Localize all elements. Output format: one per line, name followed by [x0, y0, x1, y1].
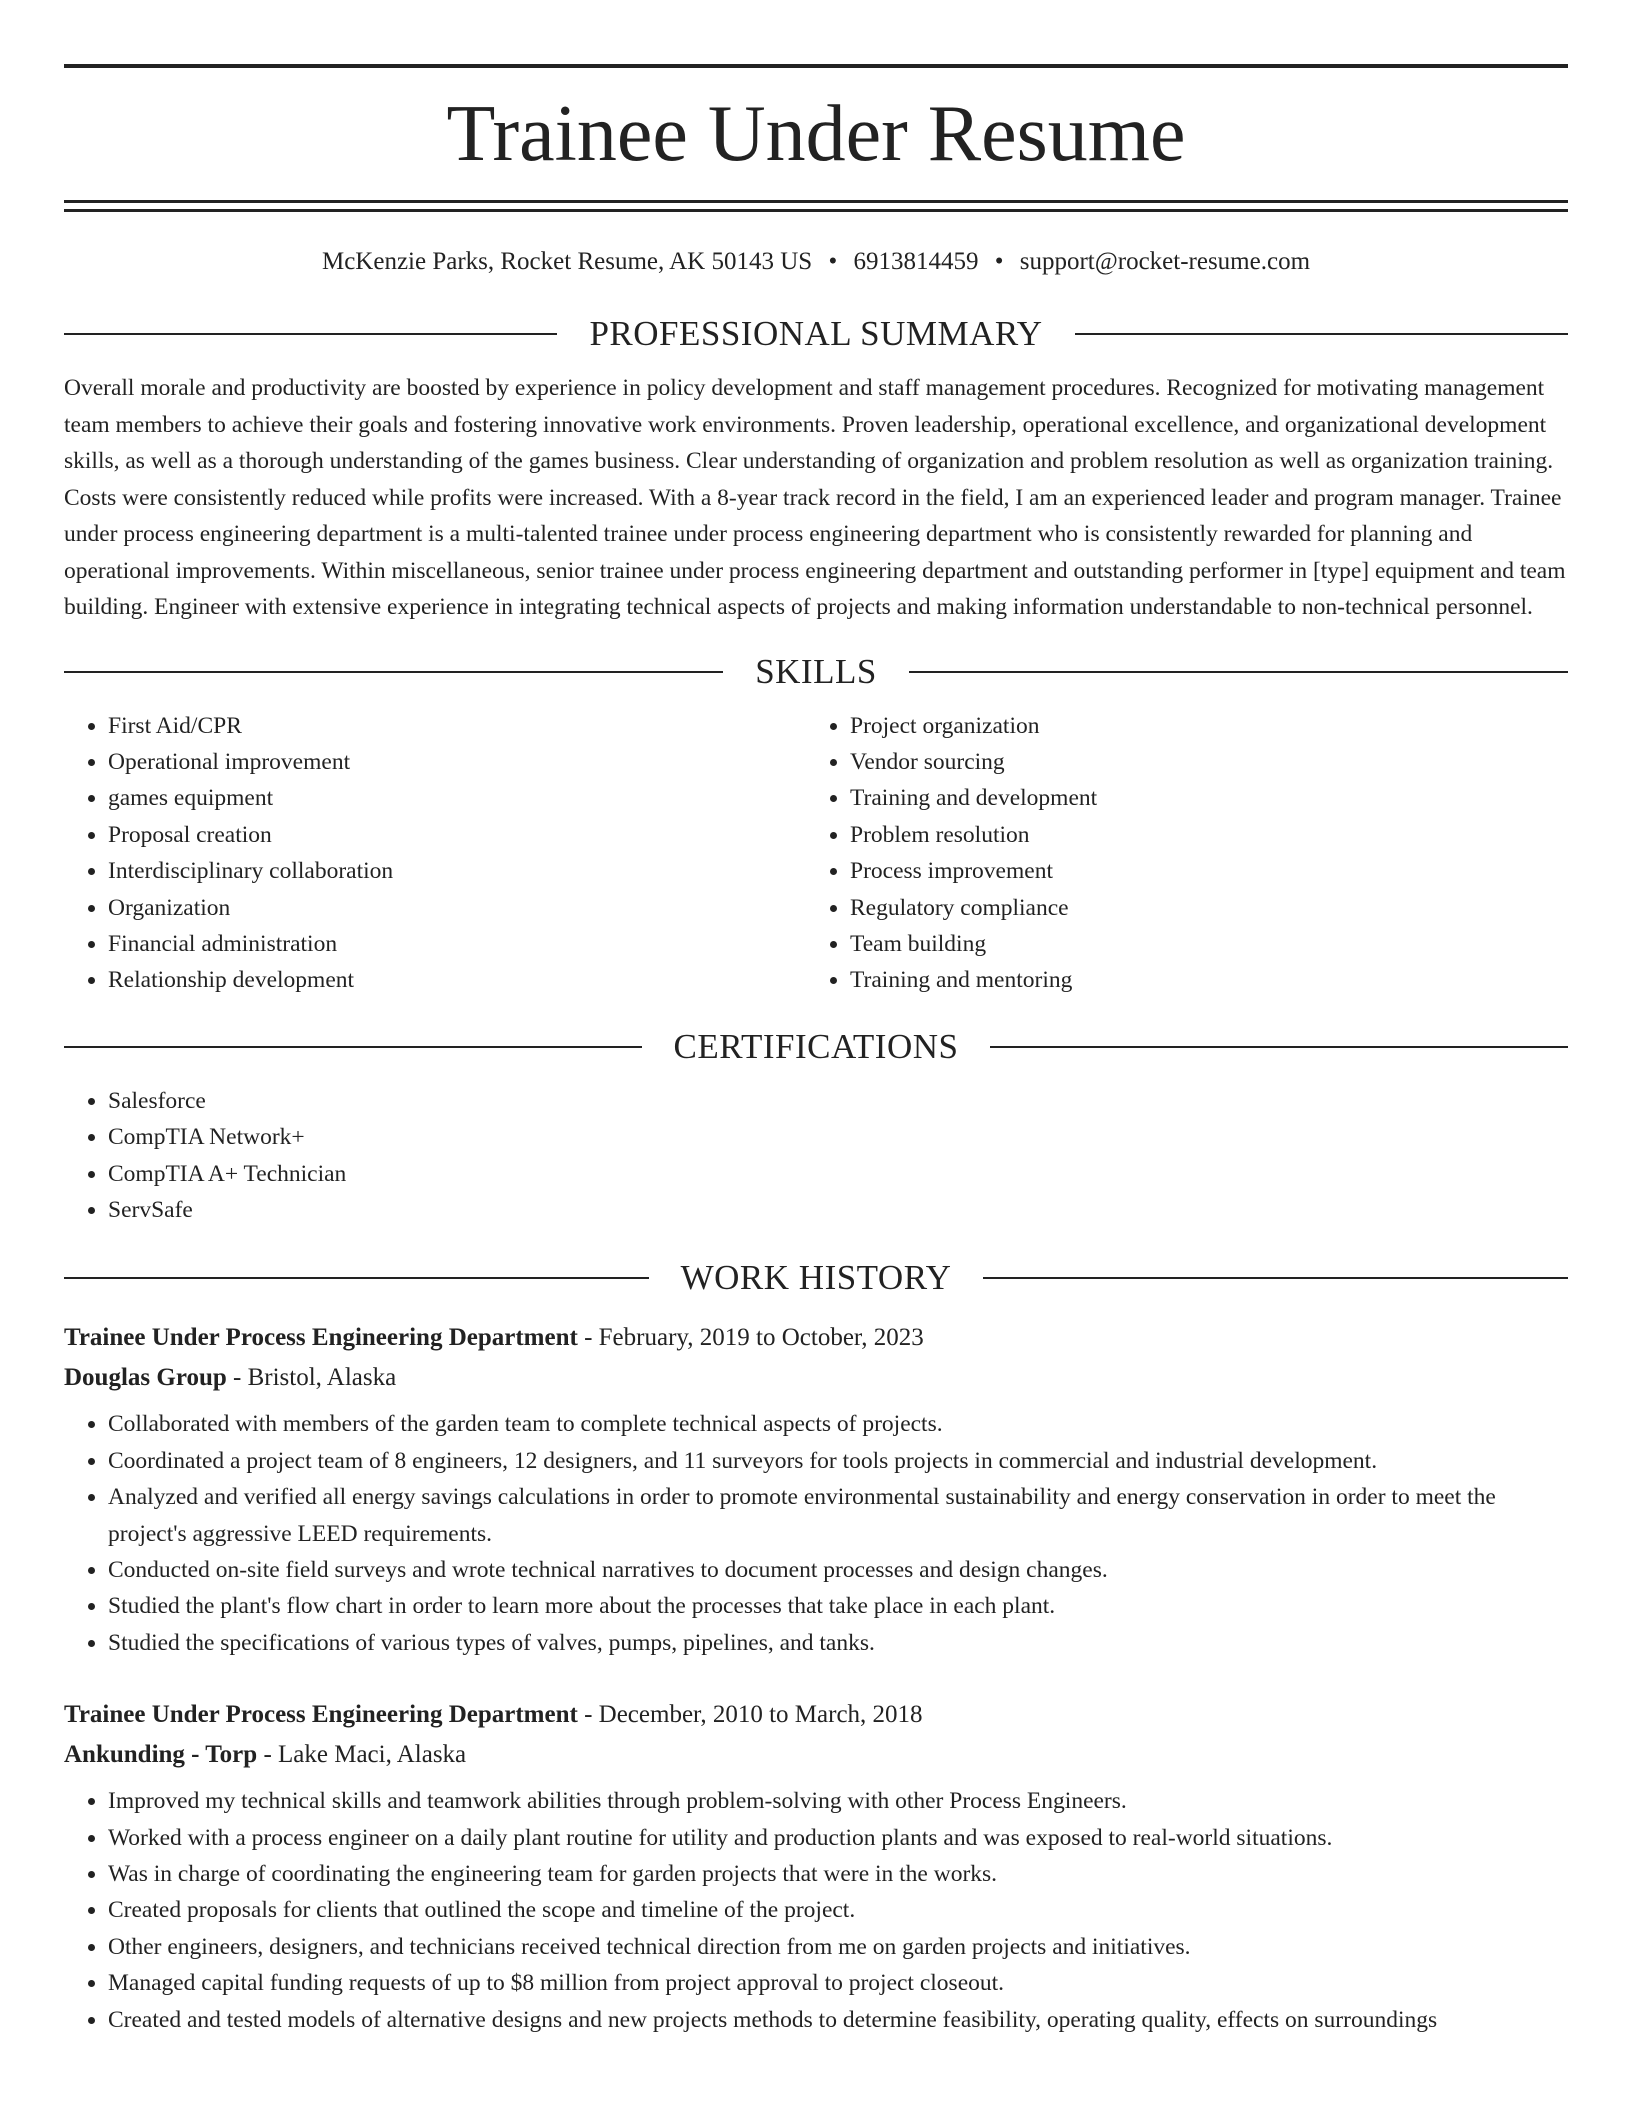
job-bullets — [64, 1783, 1568, 2038]
list-item: • Managed capital funding requests of up to $8 million from project approval to project closeout. — [108, 1965, 1568, 2001]
list-item: • Process improvement — [850, 853, 1548, 889]
skills-list-left — [64, 708, 806, 999]
list-item: • Other engineers, designers, and technicians received technical direction from me on garden projects and initiatives. — [108, 1929, 1568, 1965]
list-item: • Problem resolution — [850, 817, 1548, 853]
list-item: • First Aid/CPR — [108, 708, 806, 744]
certifications-list — [64, 1083, 1568, 1229]
summary-text: Overall morale and productivity are boosted by experience in policy development and staff management procedures. Recognized for motivating management team members to achieve their goals and fostering innovative work environments. Proven leadership, operational excellence, and organizational development skills, as well as a thorough understanding of the games business. Clear understanding of organization and problem resolution as well as organization training. Costs were consistently reduced while profits were increased. With a 8-year track record in the field, I am an experienced leader and program manager. Trainee under process engineering department is a multi-talented trainee under process engineering department who is consistently rewarded for planning and operational improvements. Within miscellaneous, senior trainee under process engineering department and outstanding performer in [type] equipment and team building. Engineer with extensive experience in integrating technical aspects of projects and making information understandable to non-technical personnel. — [64, 375, 1566, 620]
list-item: • Training and development — [850, 780, 1548, 816]
job-title-line: Trainee Under Process Engineering Department - December, 2010 to March, 2018 — [64, 1701, 923, 1729]
contact-line — [64, 244, 1568, 280]
list-item: • Relationship development — [108, 962, 806, 998]
list-item: • Worked with a process engineer on a daily plant routine for utility and production plants and was exposed to real-world situations. — [108, 1820, 1568, 1856]
list-item: • Was in charge of coordinating the engineering team for garden projects that were in the works. — [108, 1856, 1568, 1892]
certifications-section-heading — [64, 1023, 1568, 1071]
contact-address: McKenzie Parks, Rocket Resume, AK 50143 US — [321, 248, 813, 275]
job-title-line: Trainee Under Process Engineering Department - February, 2019 to October, 2023 — [64, 1324, 924, 1352]
job-title: Trainee Under Process Engineering Department — [64, 1324, 578, 1352]
heading-rule-left — [64, 1046, 642, 1048]
list-item: • CompTIA A+ Technician — [108, 1156, 1568, 1192]
list-item: • Improved my technical skills and teamwork abilities through problem-solving with other Process Engineers. — [108, 1783, 1568, 1819]
list-item: • Proposal creation — [108, 817, 806, 853]
list-item: • Financial administration — [108, 926, 806, 962]
list-item: • Analyzed and verified all energy savings calculations in order to promote environmental sustainability and energy conservation in order to meet the project's aggressive LEED requirements. — [108, 1479, 1568, 1552]
list-item: • Regulatory compliance — [850, 890, 1548, 926]
job-dates: December, 2010 to March, 2018 — [598, 1701, 923, 1729]
job-entry — [64, 1695, 1568, 2038]
heading-rule-left — [64, 671, 723, 673]
skills-grid — [64, 702, 1568, 999]
list-item: • Created and tested models of alternative designs and new projects methods to determine feasibility, operating quality, effects on surroundings — [108, 2002, 1568, 2038]
header-top-rule — [64, 64, 1568, 68]
header-double-rule-lower — [64, 209, 1568, 212]
list-item: • Created proposals for clients that outlined the scope and timeline of the project. — [108, 1892, 1568, 1928]
list-item: • Vendor sourcing — [850, 744, 1548, 780]
job-entry — [64, 1318, 1568, 1661]
list-item: • CompTIA Network+ — [108, 1119, 1568, 1155]
job-title: Trainee Under Process Engineering Department — [64, 1701, 578, 1729]
heading-rule-right — [990, 1046, 1568, 1048]
list-item: • Studied the plant's flow chart in order to learn more about the processes that take place in each plant. — [108, 1588, 1568, 1624]
contact-separator: • — [994, 248, 1004, 275]
list-item: • Collaborated with members of the garden team to complete technical aspects of projects. — [108, 1406, 1568, 1442]
skills-heading-label: SKILLS — [755, 651, 877, 691]
work-history-heading-label: WORK HISTORY — [680, 1258, 952, 1298]
heading-rule-right — [1075, 333, 1568, 335]
list-item: • Team building — [850, 926, 1548, 962]
contact-email: support@rocket-resume.com — [1019, 248, 1311, 275]
skills-column-right — [806, 702, 1548, 999]
job-dates: February, 2019 to October, 2023 — [598, 1324, 924, 1352]
list-item: • Operational improvement — [108, 744, 806, 780]
list-item: • Coordinated a project team of 8 engineers, 12 designers, and 11 surveyors for tools projects in commercial and industrial development. — [108, 1443, 1568, 1479]
contact-separator: • — [828, 248, 838, 275]
job-location: Lake Maci, Alaska — [278, 1741, 467, 1769]
contact-phone: 6913814459 — [853, 248, 979, 275]
header-double-rule-upper — [64, 200, 1568, 203]
job-location: Bristol, Alaska — [247, 1364, 397, 1392]
list-item: • Salesforce — [108, 1083, 1568, 1119]
resume-title: Trainee Under Resume — [446, 90, 1186, 178]
list-item: • ServSafe — [108, 1192, 1568, 1228]
certifications-heading-label: CERTIFICATIONS — [673, 1026, 959, 1066]
list-item: • Conducted on-site field surveys and wrote technical narratives to document processes and design changes. — [108, 1552, 1568, 1588]
list-item: • games equipment — [108, 780, 806, 816]
heading-rule-left — [64, 1277, 649, 1279]
job-bullets — [64, 1406, 1568, 1661]
list-item: • Training and mentoring — [850, 962, 1548, 998]
work-history-section-heading — [64, 1254, 1568, 1302]
resume-page — [64, 0, 1568, 2038]
heading-rule-right — [983, 1277, 1568, 1279]
list-item: • Studied the specifications of various types of valves, pumps, pipelines, and tanks. — [108, 1625, 1568, 1661]
list-item: • Interdisciplinary collaboration — [108, 853, 806, 889]
job-company-line: Ankunding - Torp - Lake Maci, Alaska — [64, 1741, 467, 1769]
job-company: Ankunding - Torp — [64, 1741, 258, 1769]
job-company-line: Douglas Group - Bristol, Alaska — [64, 1364, 397, 1392]
skills-list-right — [806, 708, 1548, 999]
list-item: • Project organization — [850, 708, 1548, 744]
summary-heading-label: PROFESSIONAL SUMMARY — [589, 314, 1043, 353]
heading-rule-left — [64, 333, 557, 335]
summary-section-heading — [64, 310, 1568, 358]
list-item: • Organization — [108, 890, 806, 926]
skills-section-heading — [64, 648, 1568, 696]
heading-rule-right — [909, 671, 1568, 673]
job-company: Douglas Group — [64, 1364, 227, 1392]
skills-column-left — [64, 702, 806, 999]
